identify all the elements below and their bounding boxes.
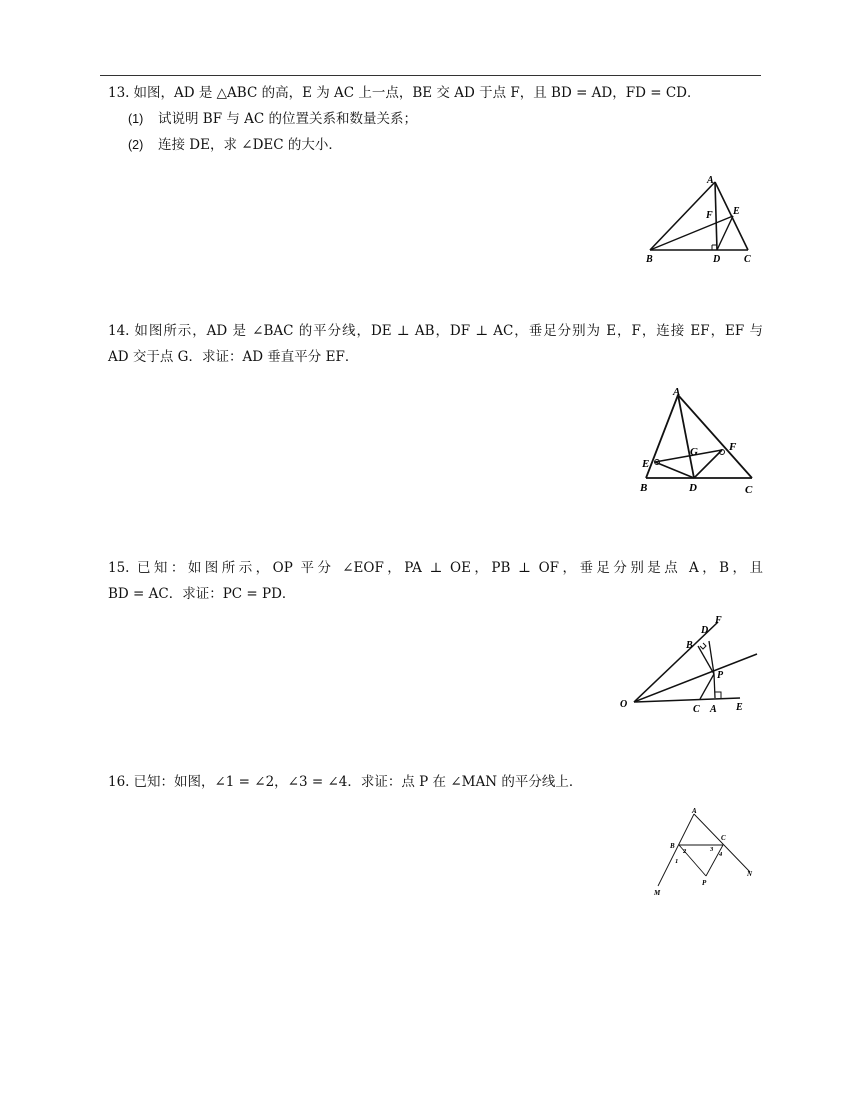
label-A: A xyxy=(710,704,717,715)
problem-line-2: BD = AC．求证：PC = PD． xyxy=(108,586,296,602)
label-C: C xyxy=(744,254,751,265)
label-3: 3 xyxy=(710,846,714,853)
label-C: C xyxy=(693,704,700,715)
problem-stem: 如图，AD 是 △ABC 的高，E 为 AC 上一点，BE 交 AD 于点 F，且 BD = AD，FD = CD． xyxy=(133,85,701,101)
label-C: C xyxy=(721,834,726,842)
label-1: 1 xyxy=(675,858,679,865)
figure-14 xyxy=(636,383,761,498)
figure-15 xyxy=(614,614,760,716)
label-F: F xyxy=(715,615,722,626)
label-2: 2 xyxy=(683,848,687,855)
label-D: D xyxy=(689,482,697,494)
label-O: O xyxy=(620,699,628,710)
label-F: F xyxy=(706,210,713,221)
problem-number: 14. xyxy=(108,323,130,339)
label-B: B xyxy=(640,482,648,494)
label-B: B xyxy=(686,640,693,651)
label-D: D xyxy=(713,254,721,265)
header-rule xyxy=(100,75,761,76)
part-label: (2) xyxy=(128,138,144,152)
label-M: M xyxy=(654,889,661,897)
problem-15 xyxy=(108,555,763,607)
label-G: G xyxy=(690,446,698,458)
problem-13-part-1 xyxy=(128,108,417,130)
problem-number: 16. xyxy=(108,774,130,790)
label-E: E xyxy=(642,458,650,470)
label-4: 4 xyxy=(719,851,723,858)
problem-line-1: 15. 已知：如图所示，OP 平分 ∠EOF，PA ⊥ OE，PB ⊥ OF，垂足分别是点 A，B，且 xyxy=(108,560,763,576)
part-label: (1) xyxy=(128,112,144,126)
problem-16 xyxy=(108,769,763,795)
part-text: 连接 DE，求 ∠DEC 的大小． xyxy=(158,137,342,153)
problem-13-part-2 xyxy=(128,134,342,156)
problem-13 xyxy=(108,80,763,106)
figure-13 xyxy=(640,172,760,267)
label-A: A xyxy=(707,175,714,186)
label-P: P xyxy=(717,670,724,681)
label-F: F xyxy=(729,441,737,453)
problem-number: 13. xyxy=(108,85,130,101)
label-A: A xyxy=(673,386,681,398)
problem-stem: 已知：如图，∠1 = ∠2，∠3 = ∠4．求证：点 P 在 ∠MAN 的平分线上． xyxy=(133,774,583,790)
label-E: E xyxy=(736,702,743,713)
problem-number: 15. xyxy=(108,560,130,576)
label-B: B xyxy=(646,254,653,265)
problem-line-2: AD 交于点 G．求证：AD 垂直平分 EF． xyxy=(108,349,359,365)
label-D: D xyxy=(701,625,709,636)
problem-line-1: 14. 如图所示，AD 是 ∠BAC 的平分线，DE ⊥ AB，DF ⊥ AC，垂足分别为 E，F，连接 EF，EF 与 xyxy=(108,323,763,339)
label-N: N xyxy=(747,870,753,878)
problem-14 xyxy=(108,318,763,370)
label-C: C xyxy=(745,484,753,496)
part-text: 试说明 BF 与 AC 的位置关系和数量关系； xyxy=(158,111,418,127)
label-E: E xyxy=(733,206,740,217)
label-P: P xyxy=(702,879,707,887)
label-B: B xyxy=(670,842,675,850)
figure-16 xyxy=(648,806,760,898)
label-A: A xyxy=(692,807,697,815)
